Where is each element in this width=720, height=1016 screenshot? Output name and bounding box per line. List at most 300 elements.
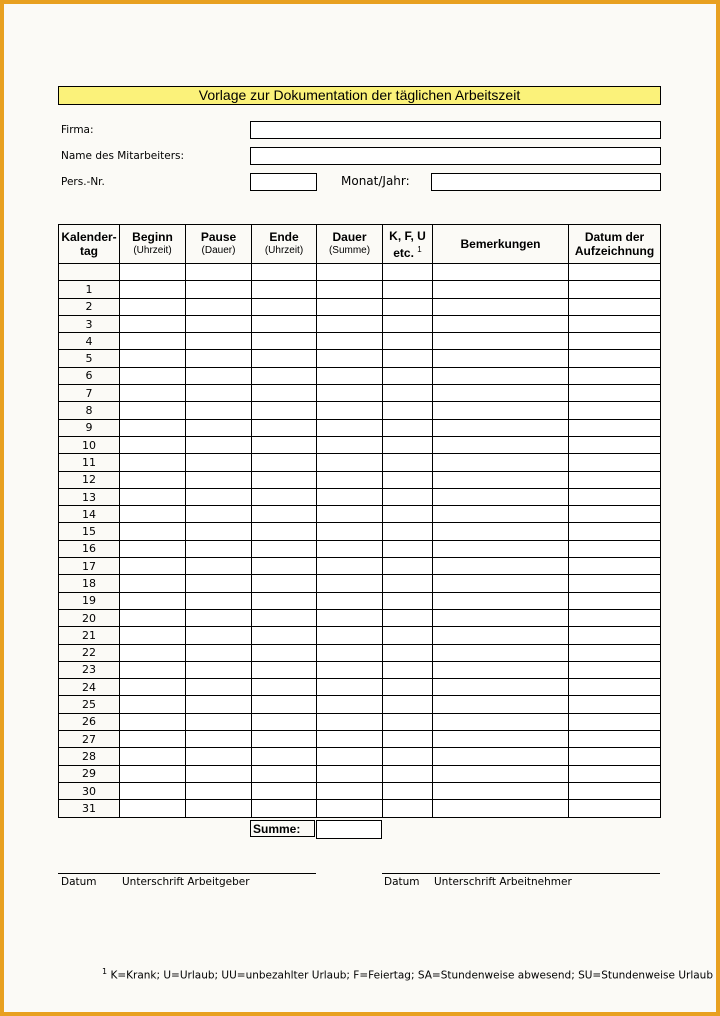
- pause-cell[interactable]: [186, 436, 252, 453]
- ende-cell[interactable]: [252, 731, 317, 748]
- dauer-cell[interactable]: [317, 298, 383, 315]
- header-bemerkungen-label: Bemerkungen: [460, 237, 541, 251]
- table-row: [59, 315, 661, 332]
- dauer-cell[interactable]: [317, 523, 383, 540]
- pause-cell[interactable]: [186, 765, 252, 782]
- kfu-cell[interactable]: [383, 506, 433, 523]
- day-cell: 4: [59, 333, 120, 350]
- kfu-cell[interactable]: [383, 713, 433, 730]
- bemerkungen-cell[interactable]: [433, 281, 569, 298]
- kfu-cell[interactable]: [383, 782, 433, 799]
- ende-cell[interactable]: [252, 748, 317, 765]
- beginn-cell[interactable]: [120, 765, 186, 782]
- bemerkungen-cell[interactable]: [433, 264, 569, 281]
- beginn-cell[interactable]: [120, 800, 186, 817]
- table-row: [59, 661, 661, 678]
- footnote-text: K=Krank; U=Urlaub; UU=unbezahlter Urlaub; F=Feiertag; SA=Stundenweise abwesend; SU=Stundenweise Urlaub: [110, 969, 713, 982]
- header-datum-aufzeichnung: [569, 225, 661, 264]
- pause-cell[interactable]: [186, 558, 252, 575]
- bemerkungen-cell[interactable]: [433, 454, 569, 471]
- datum-cell[interactable]: [569, 609, 661, 626]
- datum-cell[interactable]: [569, 558, 661, 575]
- table-row: [59, 644, 661, 661]
- datum-cell[interactable]: [569, 592, 661, 609]
- kfu-cell[interactable]: [383, 298, 433, 315]
- beginn-cell[interactable]: [120, 488, 186, 505]
- ende-cell[interactable]: [252, 782, 317, 799]
- day-cell: 23: [59, 661, 120, 678]
- table-row: [59, 436, 661, 453]
- datum-cell[interactable]: [569, 540, 661, 557]
- bemerkungen-cell[interactable]: [433, 419, 569, 436]
- bemerkungen-cell[interactable]: [433, 402, 569, 419]
- datum-cell[interactable]: [569, 333, 661, 350]
- day-cell: 30: [59, 782, 120, 799]
- header-beginn-label: Beginn: [132, 230, 173, 244]
- ende-cell[interactable]: [252, 609, 317, 626]
- datum-cell[interactable]: [569, 731, 661, 748]
- beginn-cell[interactable]: [120, 679, 186, 696]
- kfu-cell[interactable]: [383, 367, 433, 384]
- bemerkungen-cell[interactable]: [433, 575, 569, 592]
- kfu-cell[interactable]: [383, 609, 433, 626]
- beginn-cell[interactable]: [120, 540, 186, 557]
- ende-cell[interactable]: [252, 315, 317, 332]
- beginn-cell[interactable]: [120, 333, 186, 350]
- ende-cell[interactable]: [252, 696, 317, 713]
- ende-cell[interactable]: [252, 558, 317, 575]
- kfu-cell[interactable]: [383, 540, 433, 557]
- kfu-cell[interactable]: [383, 419, 433, 436]
- beginn-cell[interactable]: [120, 350, 186, 367]
- pause-cell[interactable]: [186, 454, 252, 471]
- beginn-cell[interactable]: [120, 644, 186, 661]
- beginn-cell[interactable]: [120, 419, 186, 436]
- monat-jahr-field[interactable]: [431, 173, 661, 191]
- bemerkungen-cell[interactable]: [433, 523, 569, 540]
- header-kfu-footnote-ref: 1: [417, 244, 422, 254]
- day-cell: 25: [59, 696, 120, 713]
- ende-cell[interactable]: [252, 713, 317, 730]
- beginn-cell[interactable]: [120, 661, 186, 678]
- pause-cell[interactable]: [186, 264, 252, 281]
- dauer-cell[interactable]: [317, 713, 383, 730]
- header-kalendertag-line2: tag: [80, 244, 98, 258]
- dauer-cell[interactable]: [317, 506, 383, 523]
- datum-cell[interactable]: [569, 419, 661, 436]
- day-cell: 6: [59, 367, 120, 384]
- dauer-cell[interactable]: [317, 402, 383, 419]
- datum-cell[interactable]: [569, 661, 661, 678]
- beginn-cell[interactable]: [120, 696, 186, 713]
- beginn-cell[interactable]: [120, 281, 186, 298]
- header-datum-line2: Aufzeichnung: [574, 244, 655, 258]
- kfu-cell[interactable]: [383, 350, 433, 367]
- dauer-cell[interactable]: [317, 765, 383, 782]
- day-cell: 21: [59, 627, 120, 644]
- bemerkungen-cell[interactable]: [433, 731, 569, 748]
- datum-cell[interactable]: [569, 402, 661, 419]
- signature-arbeitgeber-label: Unterschrift Arbeitgeber: [122, 876, 250, 888]
- table-row: [59, 333, 661, 350]
- pause-cell[interactable]: [186, 609, 252, 626]
- bemerkungen-cell[interactable]: [433, 385, 569, 402]
- bemerkungen-cell[interactable]: [433, 713, 569, 730]
- pause-cell[interactable]: [186, 402, 252, 419]
- beginn-cell[interactable]: [120, 523, 186, 540]
- kfu-cell[interactable]: [383, 575, 433, 592]
- pause-cell[interactable]: [186, 471, 252, 488]
- bemerkungen-cell[interactable]: [433, 367, 569, 384]
- datum-cell[interactable]: [569, 315, 661, 332]
- signature-datum-right: Datum: [384, 876, 420, 888]
- day-cell: 11: [59, 454, 120, 471]
- datum-cell[interactable]: [569, 679, 661, 696]
- ende-cell[interactable]: [252, 454, 317, 471]
- dauer-cell[interactable]: [317, 627, 383, 644]
- kfu-cell[interactable]: [383, 333, 433, 350]
- ende-cell[interactable]: [252, 436, 317, 453]
- pause-cell[interactable]: [186, 350, 252, 367]
- ende-cell[interactable]: [252, 264, 317, 281]
- bemerkungen-cell[interactable]: [433, 298, 569, 315]
- pause-cell[interactable]: [186, 731, 252, 748]
- dauer-cell[interactable]: [317, 385, 383, 402]
- pause-cell[interactable]: [186, 782, 252, 799]
- table-row: [59, 523, 661, 540]
- dauer-cell[interactable]: [317, 315, 383, 332]
- kfu-cell[interactable]: [383, 385, 433, 402]
- pause-cell[interactable]: [186, 367, 252, 384]
- pause-cell[interactable]: [186, 315, 252, 332]
- signature-line-arbeitgeber: [58, 873, 316, 874]
- beginn-cell[interactable]: [120, 506, 186, 523]
- bemerkungen-cell[interactable]: [433, 748, 569, 765]
- datum-cell[interactable]: [569, 765, 661, 782]
- dauer-cell[interactable]: [317, 644, 383, 661]
- bemerkungen-cell[interactable]: [433, 592, 569, 609]
- bemerkungen-cell[interactable]: [433, 800, 569, 817]
- beginn-cell[interactable]: [120, 748, 186, 765]
- ende-cell[interactable]: [252, 385, 317, 402]
- dauer-cell[interactable]: [317, 540, 383, 557]
- datum-cell[interactable]: [569, 385, 661, 402]
- signature-line-arbeitnehmer: [382, 873, 660, 874]
- pause-cell[interactable]: [186, 281, 252, 298]
- dauer-cell[interactable]: [317, 436, 383, 453]
- bemerkungen-cell[interactable]: [433, 558, 569, 575]
- ende-cell[interactable]: [252, 575, 317, 592]
- bemerkungen-cell[interactable]: [433, 696, 569, 713]
- ende-cell[interactable]: [252, 402, 317, 419]
- ende-cell[interactable]: [252, 679, 317, 696]
- beginn-cell[interactable]: [120, 782, 186, 799]
- kfu-cell[interactable]: [383, 454, 433, 471]
- bemerkungen-cell[interactable]: [433, 436, 569, 453]
- bemerkungen-cell[interactable]: [433, 644, 569, 661]
- table-row: [59, 488, 661, 505]
- datum-cell[interactable]: [569, 644, 661, 661]
- pause-cell[interactable]: [186, 506, 252, 523]
- header-ende: [252, 225, 317, 264]
- datum-cell[interactable]: [569, 713, 661, 730]
- dauer-cell[interactable]: [317, 419, 383, 436]
- pause-cell[interactable]: [186, 800, 252, 817]
- bemerkungen-cell[interactable]: [433, 765, 569, 782]
- beginn-cell[interactable]: [120, 436, 186, 453]
- firma-field[interactable]: [250, 121, 661, 139]
- datum-cell[interactable]: [569, 748, 661, 765]
- kfu-cell[interactable]: [383, 402, 433, 419]
- dauer-cell[interactable]: [317, 488, 383, 505]
- kfu-cell[interactable]: [383, 592, 433, 609]
- ende-cell[interactable]: [252, 471, 317, 488]
- dauer-cell[interactable]: [317, 592, 383, 609]
- kfu-cell[interactable]: [383, 696, 433, 713]
- pause-cell[interactable]: [186, 627, 252, 644]
- beginn-cell[interactable]: [120, 713, 186, 730]
- header-dauer-label: Dauer: [332, 230, 367, 244]
- pause-cell[interactable]: [186, 540, 252, 557]
- kfu-cell[interactable]: [383, 748, 433, 765]
- dauer-cell[interactable]: [317, 454, 383, 471]
- beginn-cell[interactable]: [120, 298, 186, 315]
- datum-cell[interactable]: [569, 782, 661, 799]
- day-cell: 24: [59, 679, 120, 696]
- dauer-cell[interactable]: [317, 281, 383, 298]
- dauer-cell[interactable]: [317, 367, 383, 384]
- pause-cell[interactable]: [186, 713, 252, 730]
- bemerkungen-cell[interactable]: [433, 506, 569, 523]
- datum-cell[interactable]: [569, 281, 661, 298]
- dauer-cell[interactable]: [317, 609, 383, 626]
- ende-cell[interactable]: [252, 523, 317, 540]
- datum-cell[interactable]: [569, 627, 661, 644]
- day-cell: 29: [59, 765, 120, 782]
- header-kfu-line1: K, F, U: [389, 228, 426, 243]
- day-cell: 3: [59, 315, 120, 332]
- bemerkungen-cell[interactable]: [433, 488, 569, 505]
- day-cell: 20: [59, 609, 120, 626]
- dauer-cell[interactable]: [317, 471, 383, 488]
- table-row: [59, 540, 661, 557]
- arbeitszeit-table: [58, 224, 661, 818]
- day-cell: 16: [59, 540, 120, 557]
- kfu-cell[interactable]: [383, 800, 433, 817]
- pause-cell[interactable]: [186, 333, 252, 350]
- ende-cell[interactable]: [252, 281, 317, 298]
- ende-cell[interactable]: [252, 488, 317, 505]
- day-cell: 15: [59, 523, 120, 540]
- pause-cell[interactable]: [186, 575, 252, 592]
- mitarbeiter-field[interactable]: [250, 147, 661, 165]
- pause-cell[interactable]: [186, 385, 252, 402]
- beginn-cell[interactable]: [120, 264, 186, 281]
- beginn-cell[interactable]: [120, 609, 186, 626]
- datum-cell[interactable]: [569, 454, 661, 471]
- day-cell: 2: [59, 298, 120, 315]
- kfu-cell[interactable]: [383, 523, 433, 540]
- datum-cell[interactable]: [569, 575, 661, 592]
- datum-cell[interactable]: [569, 436, 661, 453]
- day-cell: 18: [59, 575, 120, 592]
- datum-cell[interactable]: [569, 506, 661, 523]
- kfu-cell[interactable]: [383, 436, 433, 453]
- datum-cell[interactable]: [569, 800, 661, 817]
- pause-cell[interactable]: [186, 298, 252, 315]
- dauer-cell[interactable]: [317, 679, 383, 696]
- ende-cell[interactable]: [252, 506, 317, 523]
- ende-cell[interactable]: [252, 800, 317, 817]
- ende-cell[interactable]: [252, 350, 317, 367]
- day-cell: [59, 264, 120, 281]
- day-cell: 13: [59, 488, 120, 505]
- dauer-cell[interactable]: [317, 731, 383, 748]
- dauer-cell[interactable]: [317, 782, 383, 799]
- dauer-cell[interactable]: [317, 264, 383, 281]
- kfu-cell[interactable]: [383, 264, 433, 281]
- beginn-cell[interactable]: [120, 558, 186, 575]
- header-kfu: [383, 225, 433, 264]
- ende-cell[interactable]: [252, 644, 317, 661]
- kfu-cell[interactable]: [383, 679, 433, 696]
- beginn-cell[interactable]: [120, 731, 186, 748]
- kfu-cell[interactable]: [383, 558, 433, 575]
- day-cell: 8: [59, 402, 120, 419]
- table-header-row: [59, 225, 661, 264]
- table-row: [59, 558, 661, 575]
- ende-cell[interactable]: [252, 419, 317, 436]
- datum-cell[interactable]: [569, 298, 661, 315]
- table-row: [59, 748, 661, 765]
- summe-field[interactable]: [316, 820, 382, 839]
- ende-cell[interactable]: [252, 298, 317, 315]
- ende-cell[interactable]: [252, 627, 317, 644]
- dauer-cell[interactable]: [317, 558, 383, 575]
- kfu-cell[interactable]: [383, 765, 433, 782]
- bemerkungen-cell[interactable]: [433, 315, 569, 332]
- bemerkungen-cell[interactable]: [433, 609, 569, 626]
- bemerkungen-cell[interactable]: [433, 350, 569, 367]
- header-beginn-sub: (Uhrzeit): [133, 245, 172, 256]
- header-kalendertag: [59, 225, 120, 264]
- dauer-cell[interactable]: [317, 696, 383, 713]
- table-body: [59, 264, 661, 818]
- datum-cell[interactable]: [569, 264, 661, 281]
- header-dauer: [317, 225, 383, 264]
- monat-jahr-label: Monat/Jahr:: [341, 174, 410, 188]
- pause-cell[interactable]: [186, 661, 252, 678]
- dauer-cell[interactable]: [317, 333, 383, 350]
- ende-cell[interactable]: [252, 592, 317, 609]
- datum-cell[interactable]: [569, 488, 661, 505]
- datum-cell[interactable]: [569, 350, 661, 367]
- table-row: [59, 609, 661, 626]
- ende-cell[interactable]: [252, 540, 317, 557]
- dauer-cell[interactable]: [317, 748, 383, 765]
- dauer-cell[interactable]: [317, 575, 383, 592]
- table-row: [59, 627, 661, 644]
- kfu-cell[interactable]: [383, 661, 433, 678]
- bemerkungen-cell[interactable]: [433, 333, 569, 350]
- table-row: [59, 471, 661, 488]
- dauer-cell[interactable]: [317, 350, 383, 367]
- header-datum-line1: Datum der: [584, 230, 645, 244]
- pause-cell[interactable]: [186, 419, 252, 436]
- beginn-cell[interactable]: [120, 575, 186, 592]
- beginn-cell[interactable]: [120, 627, 186, 644]
- table-row: [59, 402, 661, 419]
- pause-cell[interactable]: [186, 679, 252, 696]
- datum-cell[interactable]: [569, 471, 661, 488]
- pause-cell[interactable]: [186, 523, 252, 540]
- day-cell: 19: [59, 592, 120, 609]
- table-row: [59, 592, 661, 609]
- table-row: [59, 713, 661, 730]
- day-cell: 5: [59, 350, 120, 367]
- pause-cell[interactable]: [186, 592, 252, 609]
- kfu-cell[interactable]: [383, 281, 433, 298]
- summe-label: Summe:: [250, 820, 315, 837]
- bemerkungen-cell[interactable]: [433, 627, 569, 644]
- kfu-cell[interactable]: [383, 471, 433, 488]
- ende-cell[interactable]: [252, 333, 317, 350]
- day-cell: 10: [59, 436, 120, 453]
- ende-cell[interactable]: [252, 765, 317, 782]
- bemerkungen-cell[interactable]: [433, 471, 569, 488]
- day-cell: 14: [59, 506, 120, 523]
- beginn-cell[interactable]: [120, 367, 186, 384]
- day-cell: 22: [59, 644, 120, 661]
- bemerkungen-cell[interactable]: [433, 679, 569, 696]
- persnr-field[interactable]: [250, 173, 317, 191]
- beginn-cell[interactable]: [120, 454, 186, 471]
- pause-cell[interactable]: [186, 696, 252, 713]
- datum-cell[interactable]: [569, 367, 661, 384]
- pause-cell[interactable]: [186, 748, 252, 765]
- table-row: [59, 731, 661, 748]
- table-row: [59, 575, 661, 592]
- kfu-cell[interactable]: [383, 644, 433, 661]
- beginn-cell[interactable]: [120, 385, 186, 402]
- kfu-cell[interactable]: [383, 315, 433, 332]
- day-cell: 31: [59, 800, 120, 817]
- table-row: [59, 385, 661, 402]
- table-row: [59, 696, 661, 713]
- datum-cell[interactable]: [569, 523, 661, 540]
- beginn-cell[interactable]: [120, 471, 186, 488]
- signature-datum-left: Datum: [61, 876, 97, 888]
- beginn-cell[interactable]: [120, 402, 186, 419]
- beginn-cell[interactable]: [120, 315, 186, 332]
- kfu-cell[interactable]: [383, 488, 433, 505]
- day-cell: 9: [59, 419, 120, 436]
- pause-cell[interactable]: [186, 644, 252, 661]
- bemerkungen-cell[interactable]: [433, 661, 569, 678]
- ende-cell[interactable]: [252, 661, 317, 678]
- datum-cell[interactable]: [569, 696, 661, 713]
- dauer-cell[interactable]: [317, 800, 383, 817]
- kfu-cell[interactable]: [383, 731, 433, 748]
- dauer-cell[interactable]: [317, 661, 383, 678]
- bemerkungen-cell[interactable]: [433, 782, 569, 799]
- beginn-cell[interactable]: [120, 592, 186, 609]
- bemerkungen-cell[interactable]: [433, 540, 569, 557]
- ende-cell[interactable]: [252, 367, 317, 384]
- day-cell: 12: [59, 471, 120, 488]
- kfu-cell[interactable]: [383, 627, 433, 644]
- pause-cell[interactable]: [186, 488, 252, 505]
